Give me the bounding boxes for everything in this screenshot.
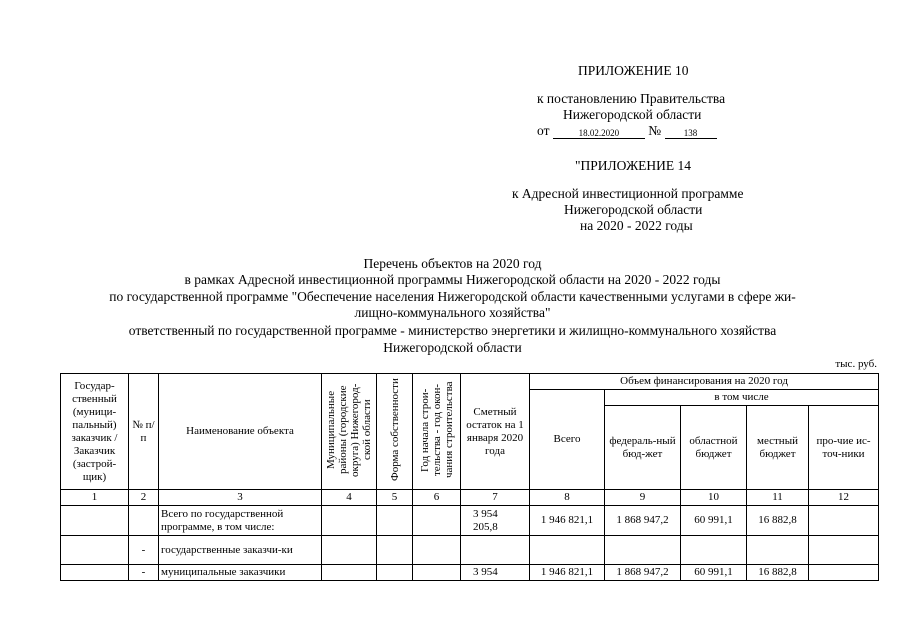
table-row (61, 506, 879, 536)
column-number: 10 (681, 490, 747, 506)
cell-total (530, 536, 605, 565)
doc-title-line-4: лищно-коммунального хозяйства" (354, 305, 551, 320)
cell-federal: 1 868 947,2 (605, 506, 681, 536)
col-header-financing-group: Объем финансирования на 2020 год (530, 374, 879, 390)
doc-title-line-1: Перечень объектов на 2020 год (363, 256, 542, 271)
column-number: 4 (322, 490, 377, 506)
col-header-object-name: Наименование объекта (159, 374, 322, 490)
cell-local (747, 536, 809, 565)
date-number-line (537, 122, 717, 139)
col-header-ownership-text: Форма собственности (388, 378, 401, 481)
cell-balance-value: 3 954 205,8 (473, 507, 498, 533)
resolution-line-2: Нижегородской области (563, 107, 702, 122)
cell-federal: 1 868 947,2 (605, 565, 681, 581)
number-label: № (648, 123, 662, 138)
cell-number: - (129, 565, 159, 581)
col-header-number: № п/п (129, 374, 159, 490)
financing-table (60, 373, 879, 581)
col-header-federal: федераль-ный бюд-жет (605, 406, 681, 490)
cell-ownership (377, 536, 413, 565)
cell-number: - (129, 536, 159, 565)
col-header-municipality (322, 374, 377, 490)
date-value: 18.02.2020 (553, 128, 645, 139)
cell-municipality (322, 565, 377, 581)
cell-municipality (322, 506, 377, 536)
cell-years (413, 536, 461, 565)
cell-regional: 60 991,1 (681, 506, 747, 536)
col-header-local: местный бюджет (747, 406, 809, 490)
col-header-years-text: Год начала строи-тельства - год окон-чания строительства (418, 381, 455, 478)
inner-appendix-title: "ПРИЛОЖЕНИЕ 14 (575, 158, 692, 173)
doc-title-line-2: в рамках Адресной инвестиционной программы Нижегородской области на 2020 - 2022 годы (184, 272, 721, 287)
cell-federal (605, 536, 681, 565)
doc-title-line-6: Нижегородской области (383, 340, 522, 355)
table-row (61, 565, 879, 581)
units-label: тыс. руб. (835, 358, 877, 370)
cell-ownership (377, 565, 413, 581)
cell-object-name: муниципальные заказчики (159, 565, 322, 581)
column-number: 6 (413, 490, 461, 506)
column-number: 12 (809, 490, 879, 506)
cell-local: 16 882,8 (747, 565, 809, 581)
cell-other (809, 536, 879, 565)
doc-title-line-3: по государственной программе "Обеспечение населения Нижегородской области качественными услугами в сфере жи- (109, 289, 796, 304)
col-header-including: в том числе (605, 390, 879, 406)
column-number: 2 (129, 490, 159, 506)
program-line-3: на 2020 - 2022 годы (580, 218, 693, 233)
col-header-years (413, 374, 461, 490)
doc-title-line-5: ответственный по государственной программе - министерство энергетики и жилищно-коммунального хозяйства (128, 323, 777, 338)
col-header-municipality-text: Муниципальные районы (городские округа) Нижегород-ской области (325, 382, 373, 477)
col-header-total: Всего (530, 390, 605, 490)
cell-local: 16 882,8 (747, 506, 809, 536)
column-number: 3 (159, 490, 322, 506)
column-number: 8 (530, 490, 605, 506)
cell-other (809, 565, 879, 581)
cell-years (413, 565, 461, 581)
cell-object-name: Всего по государственной программе, в том числе: (159, 506, 322, 536)
cell-other (809, 506, 879, 536)
cell-customer (61, 506, 129, 536)
column-number: 5 (377, 490, 413, 506)
cell-total: 1 946 821,1 (530, 506, 605, 536)
appendix-title: ПРИЛОЖЕНИЕ 10 (578, 63, 689, 78)
column-number: 1 (61, 490, 129, 506)
program-line-2: Нижегородской области (564, 202, 703, 217)
program-line-1: к Адресной инвестиционной программе (512, 186, 744, 201)
col-header-other: про-чие ис-точ-ники (809, 406, 879, 490)
cell-total: 1 946 821,1 (530, 565, 605, 581)
number-value: 138 (665, 128, 717, 139)
col-header-balance: Сметный остаток на 1 января 2020 года (461, 374, 530, 490)
col-header-customer: Государ-ственный (муници-пальный) заказчик / Заказчик (застрой-щик) (61, 374, 129, 490)
cell-customer (61, 565, 129, 581)
cell-number (129, 506, 159, 536)
column-number: 7 (461, 490, 530, 506)
cell-regional: 60 991,1 (681, 565, 747, 581)
table-row (61, 536, 879, 565)
cell-ownership (377, 506, 413, 536)
cell-balance (461, 536, 530, 565)
col-header-ownership (377, 374, 413, 490)
cell-years (413, 506, 461, 536)
from-label: от (537, 123, 550, 138)
cell-balance: 3 954 (461, 565, 530, 581)
cell-balance (461, 506, 530, 536)
column-number-row (61, 490, 879, 506)
col-header-regional: областной бюджет (681, 406, 747, 490)
cell-municipality (322, 536, 377, 565)
column-number: 9 (605, 490, 681, 506)
cell-regional (681, 536, 747, 565)
column-number: 11 (747, 490, 809, 506)
cell-object-name: государственные заказчи-ки (159, 536, 322, 565)
cell-customer (61, 536, 129, 565)
resolution-line-1: к постановлению Правительства (537, 91, 726, 106)
